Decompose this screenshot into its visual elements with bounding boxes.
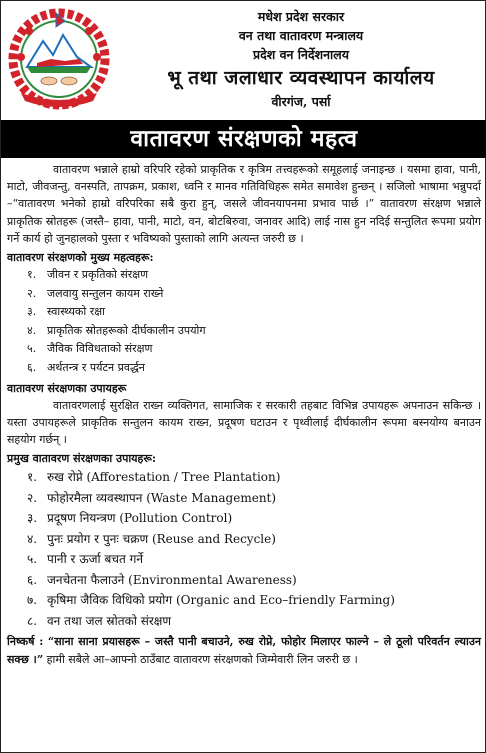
document-body: [7, 161, 481, 668]
list-item: २. फोहोरमैला व्यवस्थापन (Waste Management): [27, 490, 277, 505]
letterhead: [1, 1, 485, 119]
conclusion-quote: “साना साना प्रयासहरू – जस्तै पानी बचाउने, रुख रोप्ने, फोहोर मिलाएर फाल्ने – ले ठूलो परिवर्तन ल्याउन सक्छ ।”: [7, 635, 481, 666]
importance-list: [27, 266, 481, 378]
list-item: २. जलवायु सन्तुलन कायम राख्ने: [27, 286, 164, 300]
importance-heading: वातावरण संरक्षणको मुख्य महत्वहरू:: [7, 251, 154, 265]
main-measures-heading: प्रमुख वातावरण संरक्षणका उपायहरू:: [7, 452, 157, 466]
directorate-name: प्रदेश वन निर्देशनालय: [252, 47, 350, 62]
list-item: ५. पानी र ऊर्जा बचत गर्ने: [27, 552, 144, 567]
list-item: ८. वन तथा जल स्रोतको संरक्षण: [27, 613, 172, 628]
list-item: ४. पुनः प्रयोग र पुनः चक्रण (Reuse and Recycle): [27, 531, 276, 546]
list-item: १. जीवन र प्रकृतिको संरक्षण: [27, 268, 149, 282]
office-title-block: [121, 7, 481, 111]
conclusion-label: निष्कर्ष :: [7, 635, 44, 649]
ministry-name: वन तथा वातावरण मन्त्रालय: [238, 28, 364, 43]
list-item: ३. स्वास्थ्यको रक्षा: [27, 305, 105, 319]
main-measures-list: [27, 467, 481, 631]
conclusion-paragraph: [7, 633, 481, 668]
list-item: ४. प्राकृतिक स्रोतहरूको दीर्घकालीन उपयोग: [27, 323, 206, 337]
list-item: ३. प्रदूषण नियन्त्रण (Pollution Control): [27, 511, 233, 526]
office-location: वीरगंज, पर्सा: [271, 94, 331, 109]
list-item: ७. कृषिमा जैविक विधिको प्रयोग (Organic and Eco–friendly Farming): [27, 593, 395, 608]
measures-heading: वातावरण संरक्षणका उपायहरू: [7, 381, 127, 395]
measures-paragraph: वातावरणलाई सुरक्षित राख्न व्यक्तिगत, सामाजिक र सरकारी तहबाट विभिन्न उपायहरू अपनाउन सकिन्छ । यस्ता उपायहरूले प्राकृतिक सन्तुलन कायम राख्न, प्रदूषण घटाउन र पृथ्वीलाई दीर्घकालीन रूपमा बस्नयोग्य बनाउन सहयोग गर्छन् ।: [7, 398, 481, 446]
list-item: १. रुख रोप्ने (Afforestation / Tree Plantation): [27, 470, 281, 485]
document-title: वातावरण संरक्षणको महत्व: [1, 120, 486, 158]
list-item: ५. जैविक विविधताको संरक्षण: [27, 342, 153, 356]
office-name: भू तथा जलाधार व्यवस्थापन कार्यालय: [167, 67, 435, 89]
nepal-emblem-icon: [7, 7, 111, 111]
list-item: ६. जनचेतना फैलाउने (Environmental Awareness): [27, 572, 297, 587]
list-item: ६. अर्थतन्त्र र पर्यटन प्रवर्द्धन: [27, 360, 145, 374]
conclusion-text: हामी सबैले आ–आफ्नो ठाउँबाट वातावरण संरक्षणको जिम्मेवारी लिन जरुरी छ ।: [46, 652, 358, 666]
government-name: मधेश प्रदेश सरकार: [257, 9, 345, 24]
intro-paragraph: वातावरण भन्नाले हाम्रो वरिपरि रहेको प्राकृतिक र कृत्रिम तत्त्वहरूको समूहलाई जनाइन्छ । यसमा हावा, पानी, माटो, जीवजन्तु, वनस्पति, तापक्रम, प्रकाश, ध्वनि र मानव गतिविधिहरू समेत समावेश हुन्छन् । सजिलो भाषामा भन्नुपर्दा –“वातावरण भनेको हाम्रो वरिपरिका सबै कुरा हुन्, जसले जीवनयापनमा प्रभाव पार्छ ।” वातावरण संरक्षण भन्नाले प्राकृतिक स्रोतहरू (जस्तै– हावा, पानी, माटो, वन, बोटबिरुवा, जनावर आदि) लाई नास हुन नदिई सन्तुलित रूपमा प्रयोग गर्ने कार्य हो जुनहाल‌को पुस्ता र भविष्यको पुस्ताको लागि अत्यन्त जरुरी छ ।: [7, 163, 481, 245]
